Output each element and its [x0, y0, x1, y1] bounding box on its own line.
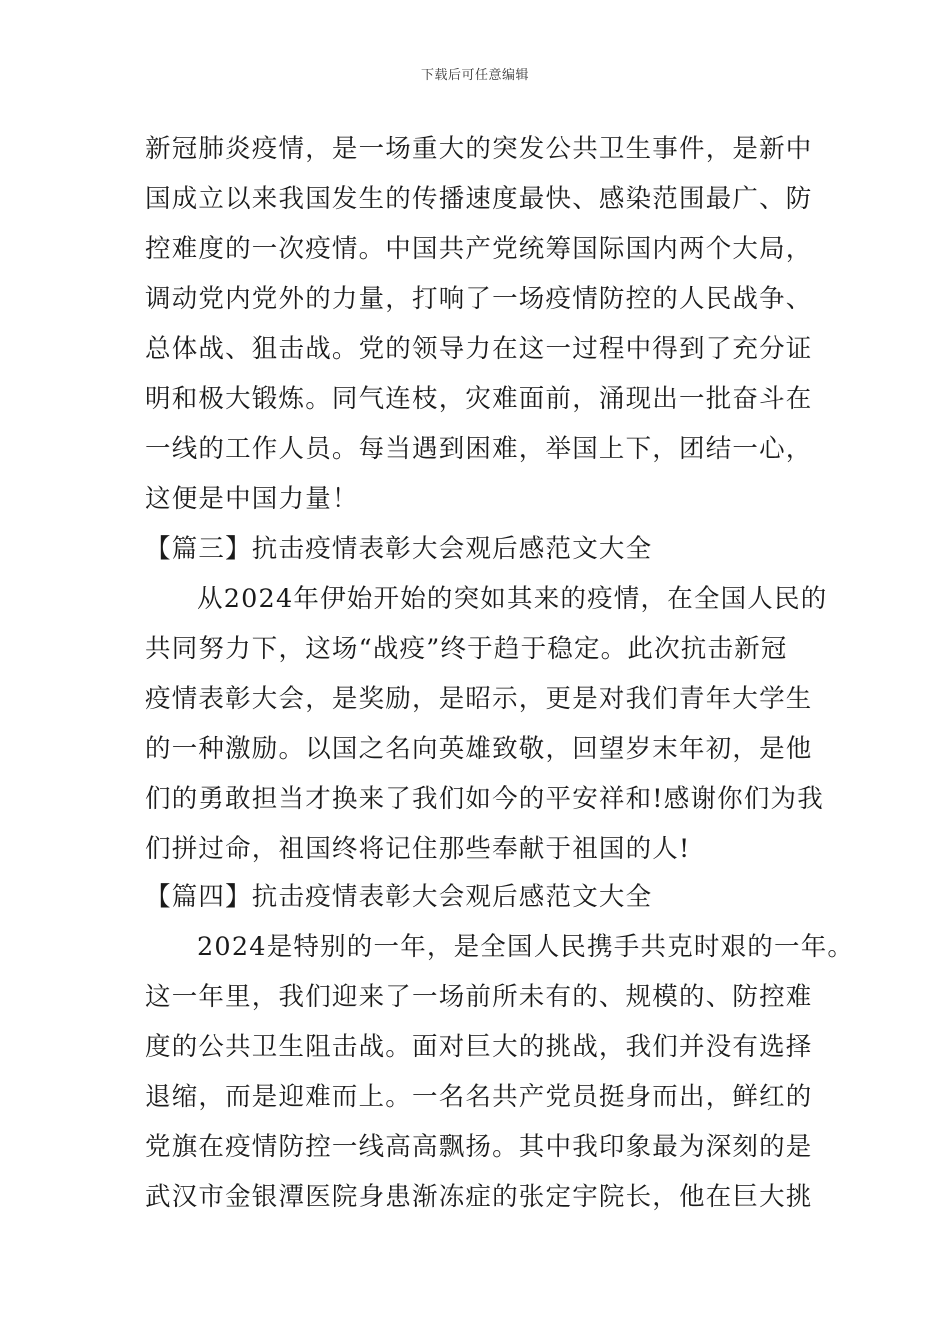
text-line: 从2024年伊始开始的突如其来的疫情，在全国人民的 [197, 584, 828, 614]
text-line: 退缩，而是迎难而上。一名名共产党员挺身而出，鲜红的 [145, 1082, 813, 1112]
header-note: 下载后可任意编辑 [420, 68, 529, 83]
text-line: 党旗在疫情防控一线高高飘扬。其中我印象最为深刻的是 [145, 1132, 813, 1162]
text-line: 明和极大锻炼。同气连枝，灾难面前，涌现出一批奋斗在 [145, 384, 813, 414]
text-line: 这便是中国力量！ [145, 484, 359, 514]
text-line: 总体战、狙击战。党的领导力在这一过程中得到了充分证 [145, 334, 813, 364]
text-line: 控难度的一次疫情。中国共产党统筹国际国内两个大局， [145, 234, 813, 264]
text-line: 疫情表彰大会，是奖励，是昭示，更是对我们青年大学生 [145, 684, 813, 714]
text-line: 们的勇敢担当才换来了我们如今的平安祥和!感谢你们为我 [145, 784, 824, 814]
section-heading: 【篇四】抗击疫情表彰大会观后感范文大全 [145, 882, 653, 912]
text-line: 一线的工作人员。每当遇到困难，举国上下，团结一心， [145, 434, 813, 464]
text-line: 的一种激励。以国之名向英雄致敬，回望岁末年初，是他 [145, 734, 813, 764]
text-line: 新冠肺炎疫情，是一场重大的突发公共卫生事件，是新中 [145, 134, 813, 164]
text-line: 武汉市金银潭医院身患渐冻症的张定宇院长，他在巨大挑 [145, 1182, 813, 1212]
text-line: 国成立以来我国发生的传播速度最快、感染范围最广、防 [145, 184, 813, 214]
text-line: 们拼过命，祖国终将记住那些奉献于祖国的人! [145, 834, 691, 864]
text-line: 这一年里，我们迎来了一场前所未有的、规模的、防控难 [145, 982, 813, 1012]
text-line: 2024是特别的一年，是全国人民携手共克时艰的一年。 [197, 932, 855, 962]
text-line: 调动党内党外的力量，打响了一场疫情防控的人民战争、 [145, 284, 813, 314]
text-line: 共同努力下，这场“战疫”终于趋于稳定。此次抗击新冠 [145, 634, 788, 664]
section-heading: 【篇三】抗击疫情表彰大会观后感范文大全 [145, 534, 653, 564]
text-line: 度的公共卫生阻击战。面对巨大的挑战，我们并没有选择 [145, 1032, 813, 1062]
